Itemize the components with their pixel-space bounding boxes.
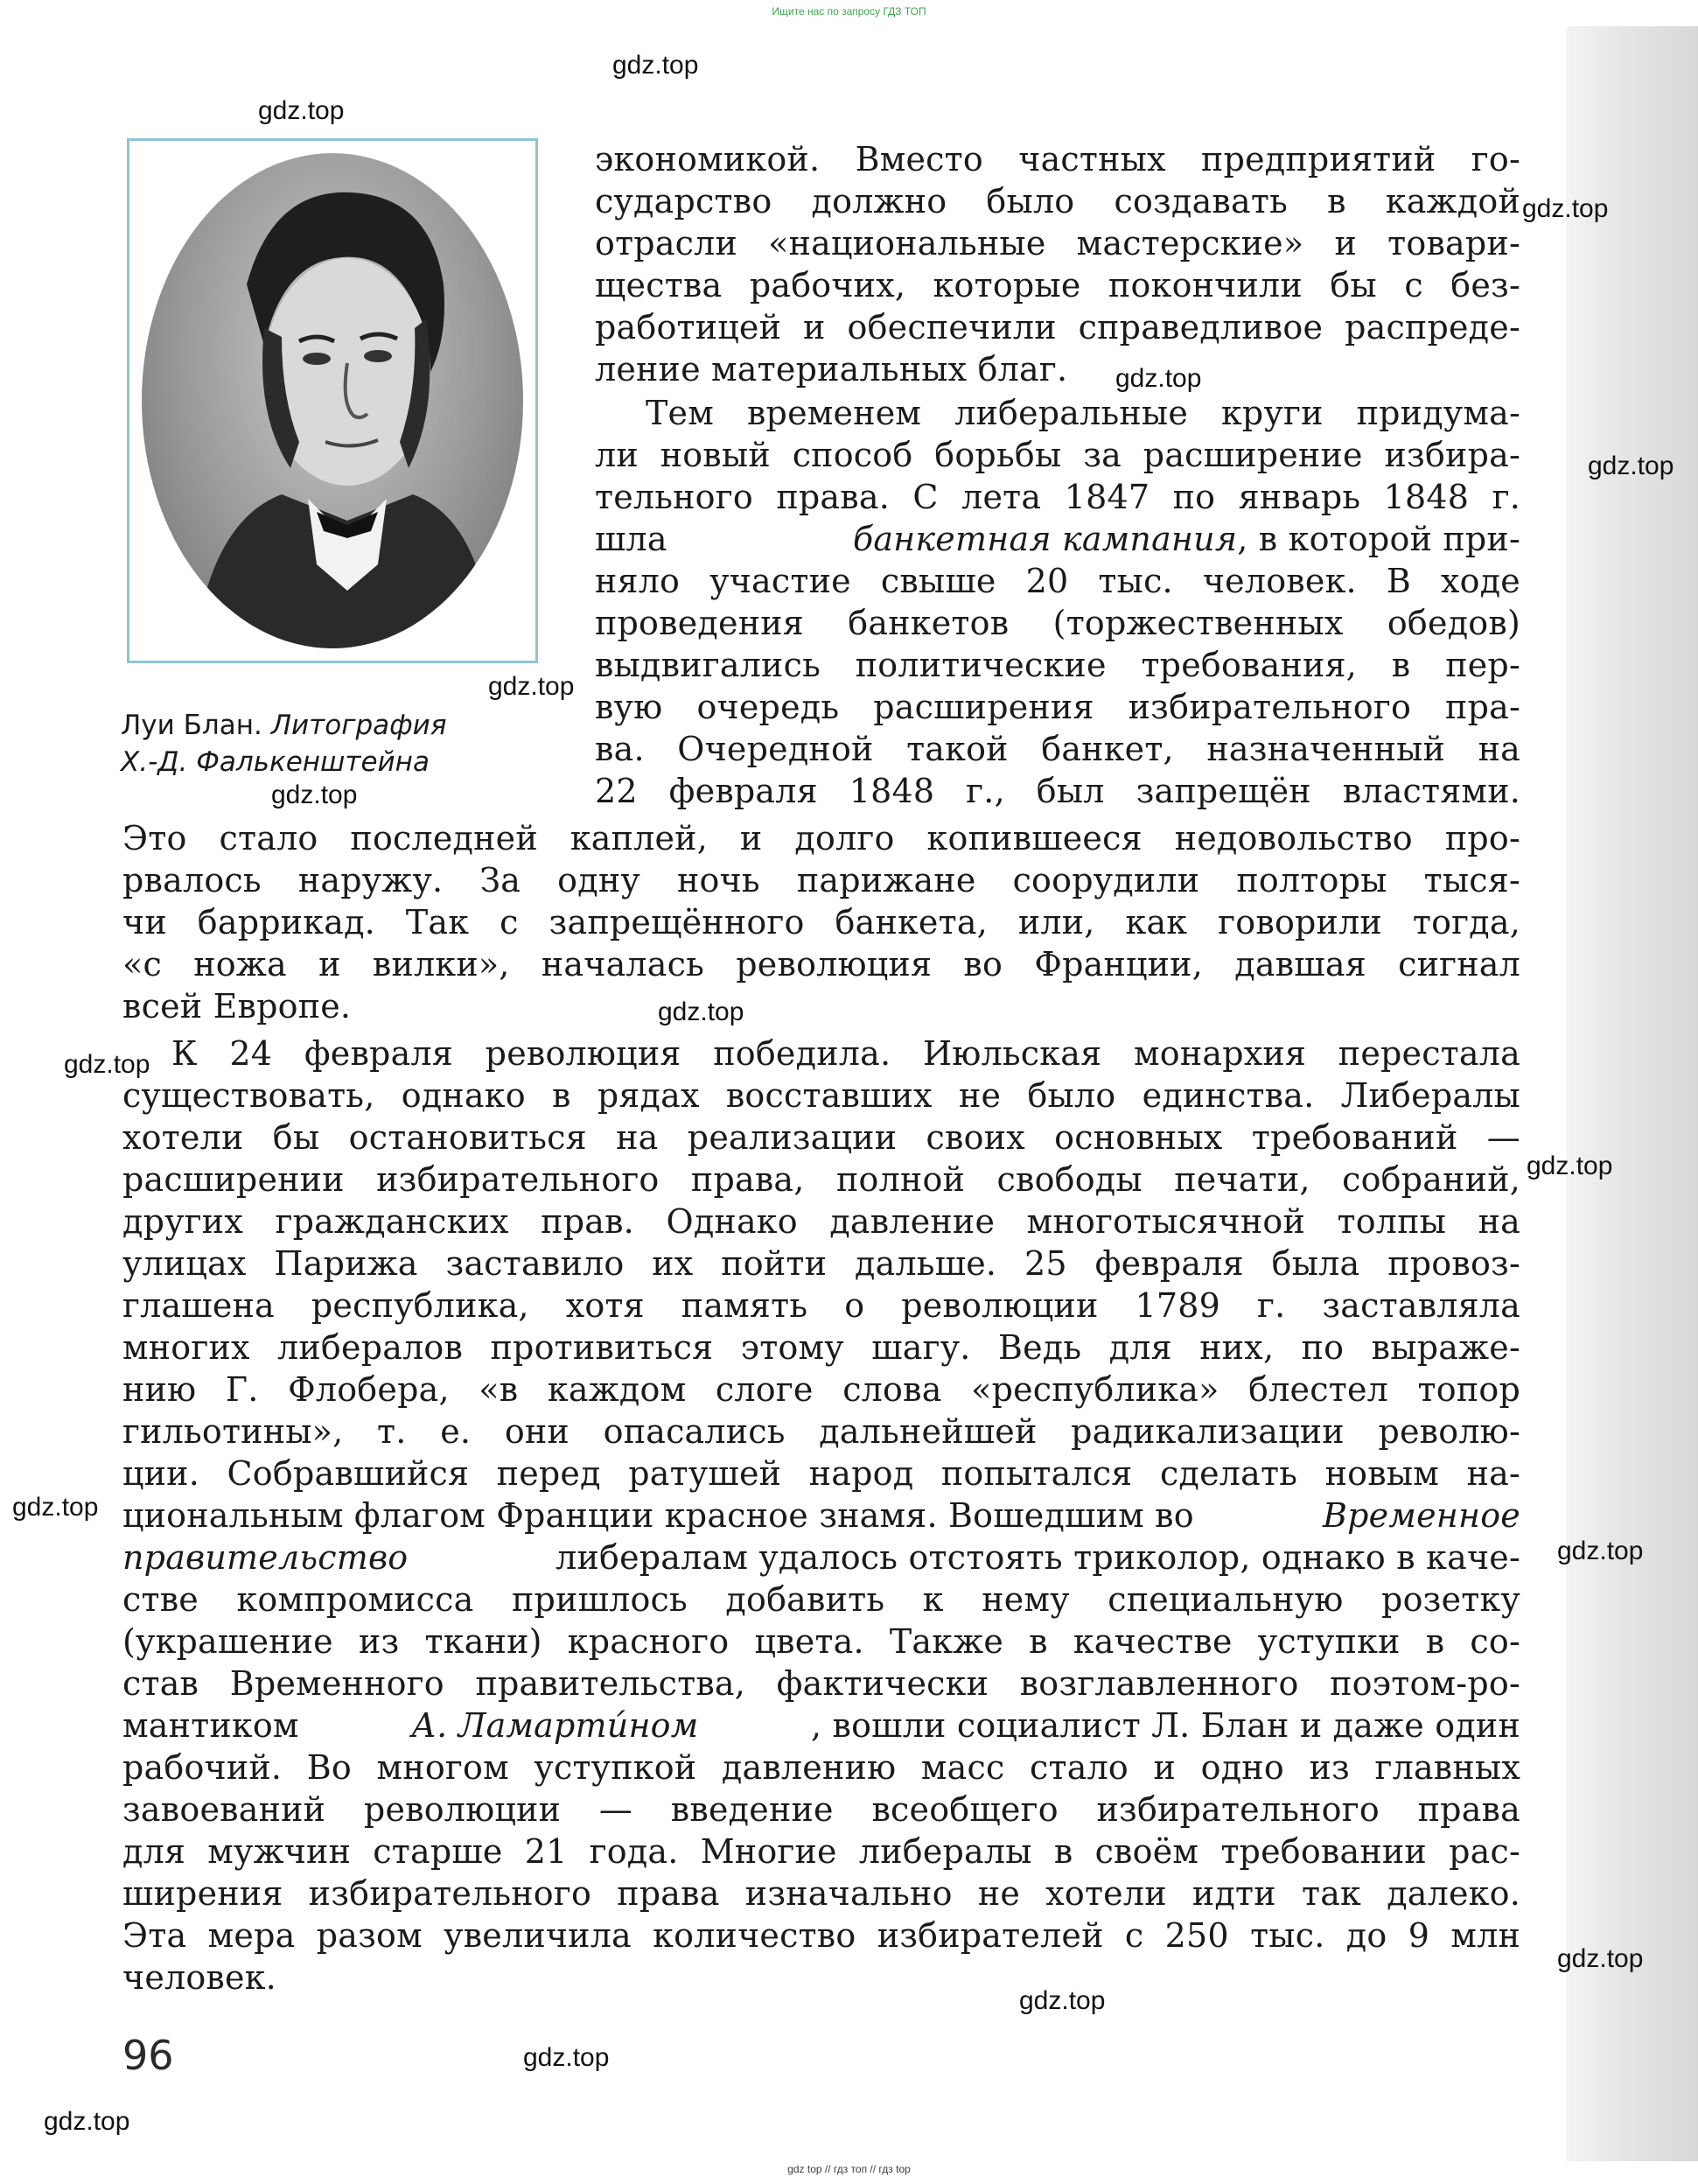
- watermark: gdz.top: [1527, 1152, 1613, 1180]
- text-run: , вошли социалист Л. Блан и даже один: [810, 1706, 1520, 1745]
- watermark: gdz.top: [12, 1493, 99, 1522]
- text-line: расширении избирательного права, полной свободы печати, собраний,: [122, 1160, 1520, 1199]
- text-line: экономикой. Вместо частных предприятий го-: [595, 140, 1520, 178]
- caption-italic-1: Литография: [270, 710, 447, 741]
- watermark: gdz.top: [658, 998, 744, 1026]
- text-run: мантиком: [122, 1706, 299, 1745]
- text-line: Тем временем либеральные круги придума-: [646, 394, 1520, 432]
- text-line: [122, 1536, 1520, 1578]
- text-run-italic: А. Ламарти́ном: [411, 1706, 699, 1745]
- text-line: сударство должно было создавать в каждой: [595, 182, 1520, 220]
- text-line: выдвигались политические требования, в пер-: [595, 646, 1520, 684]
- bottom-banner: gdz top // гдз топ // гдз top: [787, 2163, 911, 2175]
- text-line: [122, 1494, 1520, 1536]
- text-run: , в которой при-: [1237, 520, 1520, 558]
- text-run-italic: Временное: [1323, 1496, 1520, 1535]
- watermark: gdz.top: [1557, 1536, 1644, 1565]
- text-line: стве компромисса пришлось добавить к нему специальную розетку: [122, 1580, 1520, 1619]
- text-line: К 24 февраля революция победила. Июльская монархия перестала: [171, 1034, 1520, 1073]
- text-line: став Временного правительства, фактически возглавленного поэтом-ро-: [122, 1664, 1520, 1703]
- text-line: многих либералов противиться этому шагу. Ведь для них, по выраже-: [122, 1328, 1520, 1367]
- text-line: ширения избирательного права изначально не хотели идти так далеко.: [122, 1874, 1520, 1913]
- text-line: проведения банкетов (торжественных обедов): [595, 604, 1520, 642]
- text-line: (украшение из ткани) красного цвета. Также в качестве уступки в со-: [122, 1622, 1520, 1661]
- text-line: 22 февраля 1848 г., был запрещён властями.: [595, 772, 1520, 810]
- figure-caption: [121, 707, 541, 780]
- text-run: шла: [595, 520, 667, 558]
- watermark: gdz.top: [488, 672, 575, 701]
- text-line: Эта мера разом увеличила количество избирателей с 250 тыс. до 9 млн: [122, 1916, 1520, 1955]
- text-line: щества рабочих, которые покончили бы с без-: [595, 266, 1520, 304]
- text-line: нию Г. Флобера, «в каждом слоге слова «республика» блестел топор: [122, 1370, 1520, 1409]
- text-line: других гражданских прав. Однако давление многотысячной толпы на: [122, 1202, 1520, 1241]
- text-line: гильотины», т. е. они опасались дальнейшей радикализации револю-: [122, 1412, 1520, 1451]
- text-line: отрасли «национальные мастерские» и товари-: [595, 224, 1520, 262]
- text-line: рвалось наружу. За одну ночь парижане соорудили полторы тыся-: [122, 861, 1520, 900]
- text-line: улицах Парижа заставило их пойти дальше. 25 февраля была провоз-: [122, 1244, 1520, 1283]
- text-line: глашена республика, хотя память о революции 1789 г. заставляла: [122, 1286, 1520, 1325]
- text-line: няло участие свыше 20 тыс. человек. В ходе: [595, 562, 1520, 600]
- text-line: ва. Очередной такой банкет, назначенный на: [595, 730, 1520, 768]
- watermark: gdz.top: [1522, 194, 1609, 223]
- page-number: 96: [122, 2032, 174, 2079]
- watermark: gdz.top: [1019, 1986, 1106, 2015]
- text-run-italic: правительство: [122, 1538, 409, 1577]
- text-line: Это стало последней каплей, и долго копившееся недовольство про-: [122, 819, 1520, 858]
- watermark: gdz.top: [523, 2043, 610, 2072]
- text-line: хотели бы остановиться на реализации своих основных требований —: [122, 1118, 1520, 1157]
- portrait-frame: [127, 138, 538, 663]
- text-line: рабочий. Во многом уступкой давлению масс стало и одно из главных: [122, 1748, 1520, 1787]
- text-line: ление материальных благ.: [595, 350, 1068, 388]
- watermark: gdz.top: [612, 51, 699, 80]
- text-line: всей Европе.: [122, 987, 352, 1026]
- caption-name: Луи Блан.: [121, 710, 262, 741]
- text-line: ции. Собравшийся перед ратушей народ попытался сделать новым на-: [122, 1454, 1520, 1493]
- text-run: либералам удалось отстоять триколор, однако в каче-: [544, 1538, 1520, 1577]
- text-line: вую очередь расширения избирательного пра-: [595, 688, 1520, 726]
- text-line: [122, 1704, 1520, 1746]
- watermark: gdz.top: [44, 2107, 130, 2136]
- text-run-italic: банкетная кампания: [852, 520, 1238, 558]
- text-line: [595, 518, 1520, 560]
- text-line: завоеваний революции — введение всеобщего избирательного права: [122, 1790, 1520, 1829]
- text-line: человек.: [122, 1958, 276, 1997]
- watermark: gdz.top: [1557, 1944, 1644, 1973]
- top-banner: Ищите нас по запросу ГДЗ ТОП: [772, 5, 926, 18]
- text-line: ли новый способ борьбы за расширение избира-: [595, 436, 1520, 474]
- text-run: циональным флагом Франции красное знамя. Вошедшим во: [122, 1496, 1194, 1535]
- watermark: gdz.top: [258, 96, 345, 125]
- text-line: «с ножа и вилки», началась революция во Франции, давшая сигнал: [122, 945, 1520, 984]
- text-line: тельного права. С лета 1847 по январь 1848 г.: [595, 478, 1520, 516]
- text-line: работицей и обеспечили справедливое распреде-: [595, 308, 1520, 346]
- text-line: существовать, однако в рядах восставших не было единства. Либералы: [122, 1076, 1520, 1115]
- caption-italic-2: Х.-Д. Фалькенштейна: [121, 746, 430, 778]
- watermark: gdz.top: [271, 780, 358, 809]
- text-line: чи баррикад. Так с запрещённого банкета, или, как говорили тогда,: [122, 903, 1520, 942]
- page-edge-shadow: [1566, 26, 1698, 2161]
- text-line: для мужчин старше 21 года. Многие либералы в своём требовании рас-: [122, 1832, 1520, 1871]
- watermark: gdz.top: [1588, 452, 1674, 480]
- portrait-lithograph-icon: [142, 153, 523, 648]
- watermark: gdz.top: [64, 1050, 150, 1079]
- watermark: gdz.top: [1115, 364, 1202, 393]
